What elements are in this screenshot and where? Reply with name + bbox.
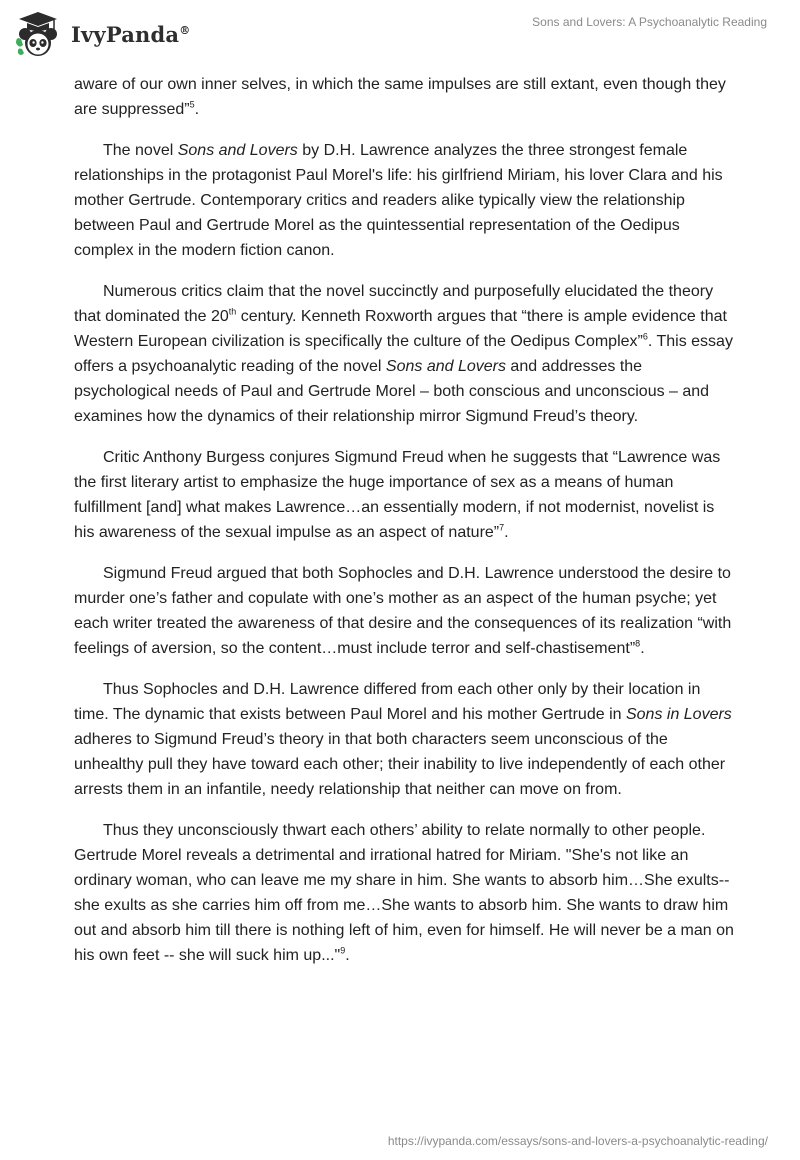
text-run: .: [345, 947, 350, 964]
paragraph-5: [74, 561, 734, 661]
text-run: and addresses the psychological needs of Paul and Gertrude Morel – both conscious and unconscious – and examines how the dynamics of their relationship mirror Sigmund Freud’s theory.: [74, 358, 710, 425]
source-url[interactable]: https://ivypanda.com/essays/sons-and-lovers-a-psychoanalytic-reading/: [387, 1134, 768, 1148]
paragraph-6: [74, 677, 734, 802]
text-run: Numerous critics claim that the novel succinctly and purposefully elucidated the theory that dominated the 20: [74, 283, 714, 325]
text-run: . This essay offers a psychoanalytic reading of the novel: [74, 333, 733, 375]
book-title: Sons in Lovers: [625, 706, 732, 723]
footnote-ref-9: 9: [340, 945, 346, 956]
book-title: Sons and Lovers: [385, 358, 506, 375]
text-run: Sigmund Freud argued that both Sophocles and D.H. Lawrence understood the desire to murder one’s father and copulate with one’s mother as an aspect of the human psyche; yet each writer treated the awareness of that desire and the consequences of its realization “with feelings of aversion, so the content…must include terror and self-chastisement”: [74, 565, 732, 657]
text-run: .: [640, 640, 645, 657]
ordinal-suffix: th: [228, 306, 237, 317]
ivypanda-logo[interactable]: [13, 9, 190, 59]
logo-wordmark: [71, 22, 190, 47]
text-run: The novel: [103, 142, 178, 159]
paragraph-4: [74, 445, 734, 545]
text-run: Thus Sophocles and D.H. Lawrence differed from each other only by their location in time. The dynamic that exists between Paul Morel and his mother Gertrude in: [74, 681, 701, 723]
text-run: .: [504, 524, 509, 541]
text-run: adheres to Sigmund Freud’s theory in that both characters seem unconscious of the unhealthy pull they have toward each other; their inability to live independently of each other arrests them in an infantile, needy relationship that neither can move on from.: [74, 731, 726, 798]
registered-mark: ®: [179, 23, 191, 37]
paragraph-7: [74, 818, 734, 968]
footnote-ref-7: 7: [499, 522, 505, 533]
document-title: Sons and Lovers: A Psychoanalytic Reading: [532, 15, 767, 29]
footnote-ref-8: 8: [635, 638, 641, 649]
panda-graduate-icon: [13, 9, 63, 59]
text-run: Thus they unconsciously thwart each others’ ability to relate normally to other people. Gertrude Morel reveals a detrimental and irrational hatred for Miriam. "She's not like an ordinary woman, who can leave me my share in him. She wants to absorb him…She exults--she exults as she carries him off from me…She wants to absorb him. She wants to draw him out and absorb him till there is nothing left of him, even for himself. He will never be a man on his own feet -- she will suck him up...": [74, 822, 734, 964]
footnote-ref-5: 5: [189, 99, 195, 110]
text-run: .: [194, 101, 200, 118]
paragraph-3: [74, 279, 734, 429]
text-run: aware of our own inner selves, in which the same impulses are still extant, even though they are suppressed”: [74, 76, 726, 118]
paragraph-1: [74, 72, 734, 122]
footnote-ref-6: 6: [642, 331, 648, 342]
essay-body: [74, 72, 734, 984]
page-header: [0, 0, 800, 64]
paragraph-2: [74, 138, 734, 263]
text-run: by D.H. Lawrence analyzes the three strongest female relationships in the protagonist Paul Morel's life: his girlfriend Miriam, his lover Clara and his mother Gertrude. Contemporary critics and readers alike typically view the relationship between Paul and Gertrude Morel as the quintessential representation of the Oedipus complex in the modern fiction canon.: [74, 142, 723, 259]
text-run: Critic Anthony Burgess conjures Sigmund Freud when he suggests that “Lawrence was the first literary artist to emphasize the huge importance of sex as a means of human fulfillment [and] what makes Lawrence…an essentially modern, if not modernist, novelist is his awareness of the sexual impulse as an aspect of nature”: [74, 449, 721, 541]
book-title: Sons and Lovers: [177, 142, 298, 159]
logo-text: IvyPanda: [71, 21, 180, 47]
text-run: century. Kenneth Roxworth argues that “there is ample evidence that Western European civilization is specifically the culture of the Oedipus Complex”: [74, 308, 727, 350]
